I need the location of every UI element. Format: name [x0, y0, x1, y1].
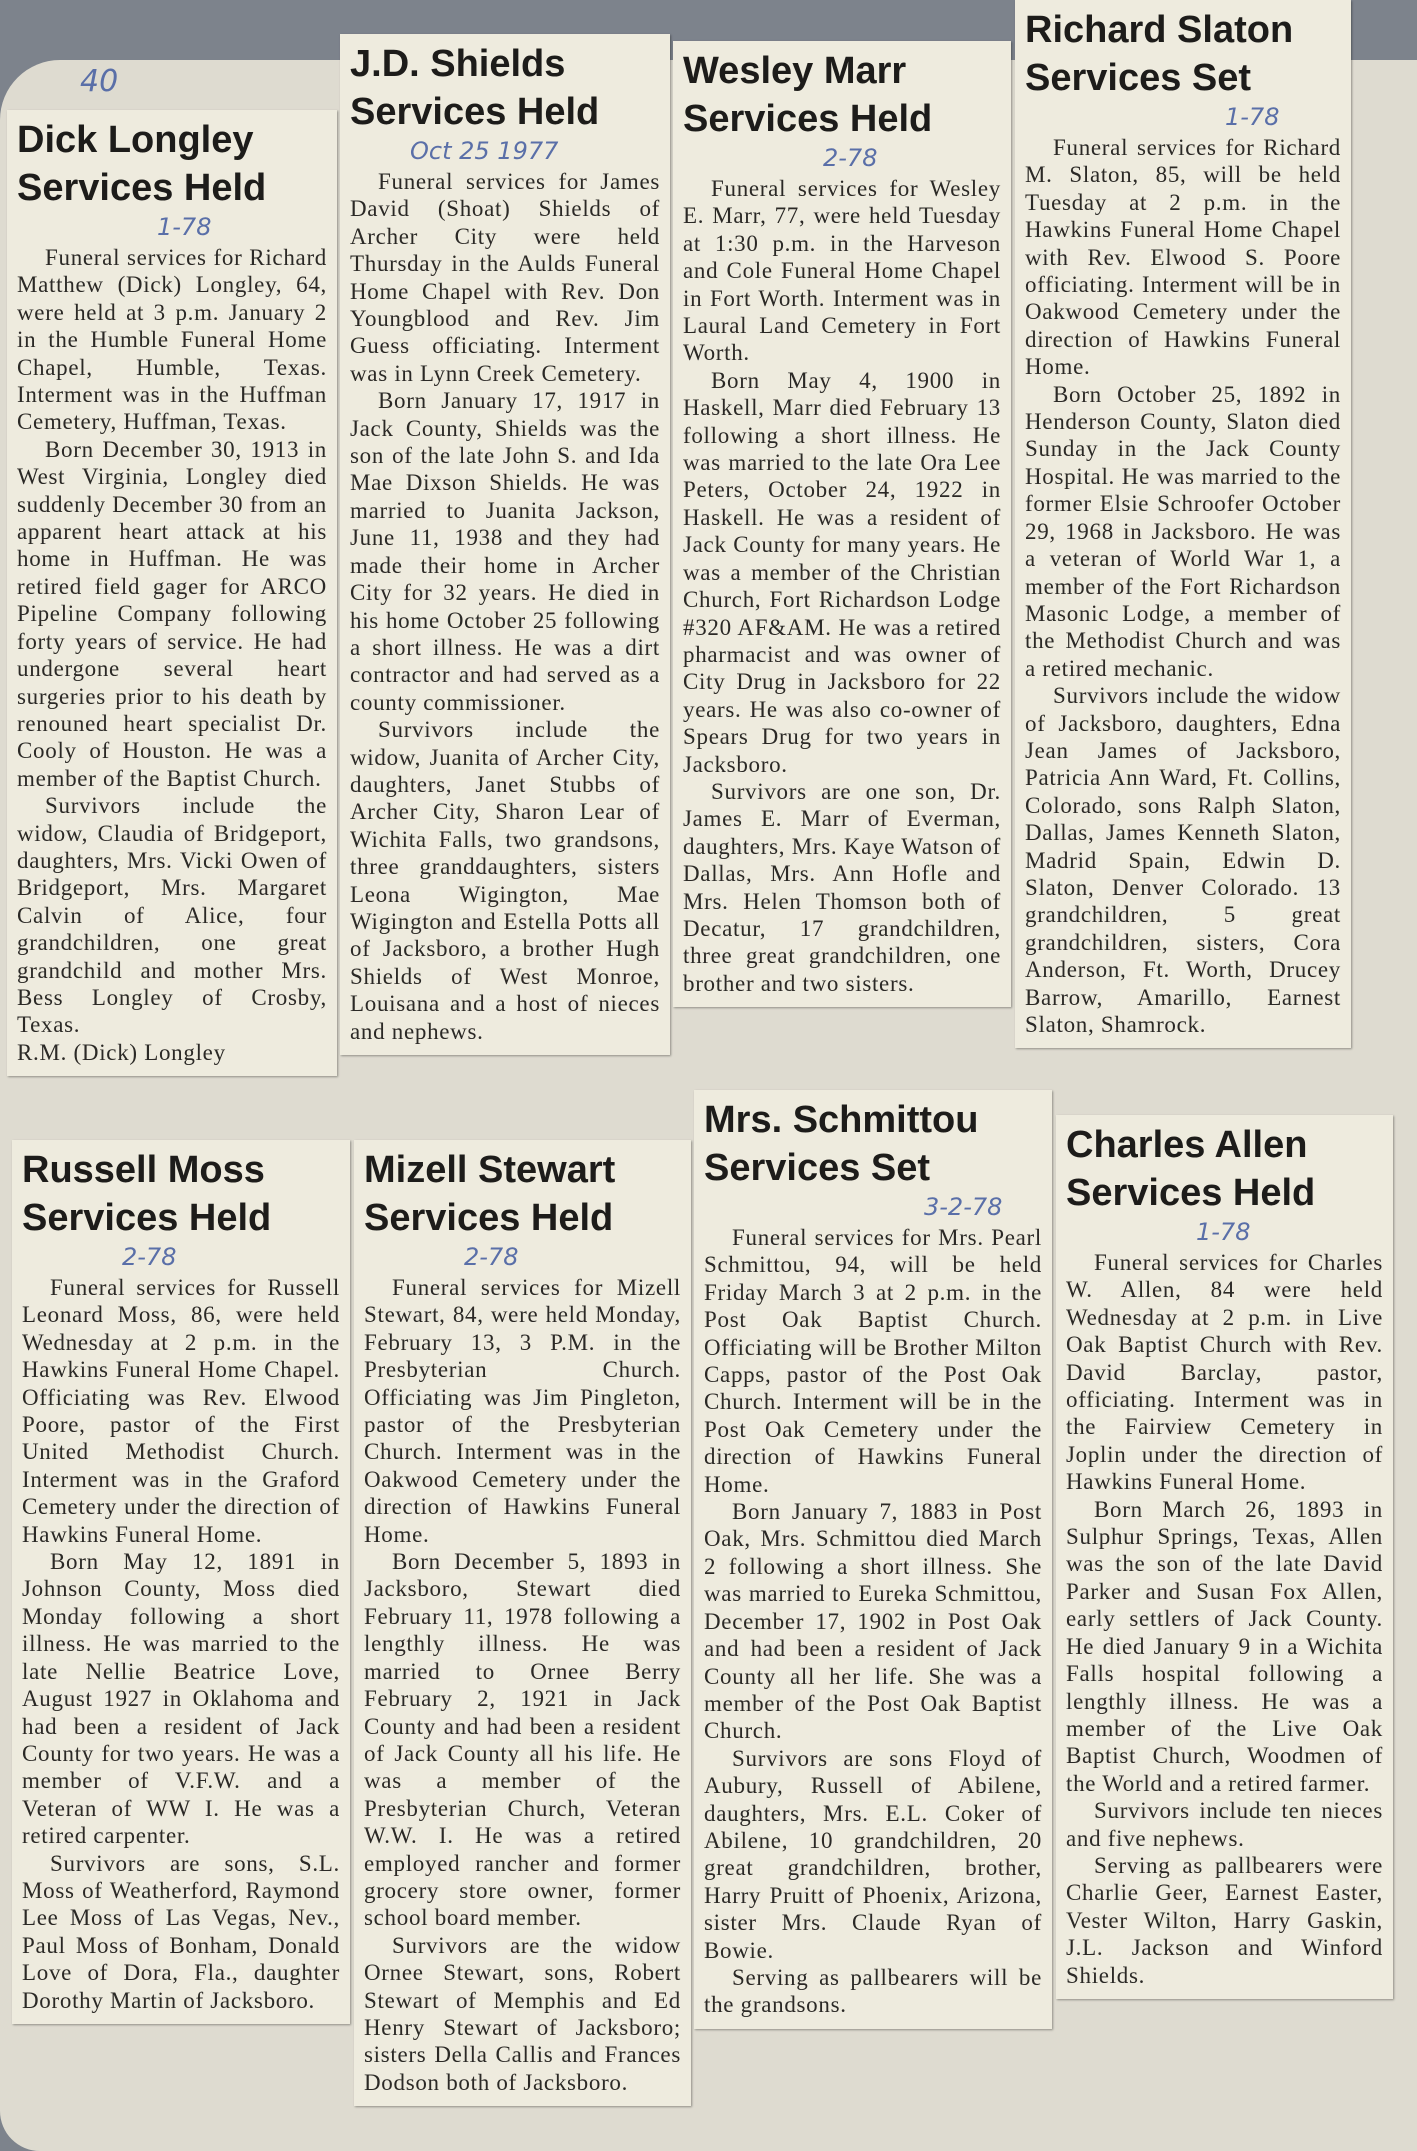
- paragraph: Funeral services for Charles W. Allen, 84 were held Wednesday at 2 p.m. in Live Oak Baptist Church with Rev. David Barclay, pastor, officiating. Interment was in the Fairview Cemetery in Joplin under the direction of Hawkins Funeral Home.: [1066, 1250, 1383, 1495]
- paragraph: Born May 12, 1891 in Johnson County, Moss died Monday following a short illness. He was married to the late Nellie Beatrice Love, August 1927 in Oklahoma and had been a resident of Jack County for two years. He was a member of V.F.W. and a Veteran of WW I. He was a retired carpenter.: [22, 1549, 340, 1849]
- handwritten-date-note: 2-78: [464, 1243, 519, 1271]
- paragraph: Born October 25, 1892 in Henderson County, Slaton died Sunday in the Jack County Hospital. He was married to the former Elsie Schroofer October 29, 1968 in Jacksboro. He was a veteran of World War 1, a member of the Fort Richardson Masonic Lodge, a member of the Methodist Church and was a retired mechanic.: [1025, 381, 1341, 681]
- headline: Dick Longley Services Held: [17, 119, 267, 209]
- handwritten-date-note: 1-78: [1196, 1218, 1251, 1246]
- obituary-clipping-charles-allen: [1056, 1115, 1393, 1999]
- headline: Richard Slaton Services Set: [1025, 9, 1294, 99]
- handwritten-date-note: 2-78: [122, 1243, 177, 1271]
- obituary-clipping-richard-slaton: [1015, 0, 1351, 1048]
- paragraph: Survivors include the widow, Claudia of Bridgeport, daughters, Mrs. Vicki Owen of Bridgeport, Mrs. Margaret Calvin of Alice, four grandchildren, one great grandchild and mother Mrs. Bess Longley of Crosby, Texas.: [17, 793, 327, 1038]
- paragraph: Born December 5, 1893 in Jacksboro, Stewart died February 11, 1978 following a lengthly illness. He was married to Ornee Berry February 2, 1921 in Jack County and had been a resident of Jack County all his life. He was a member of the Presbyterian Church, Veteran W.W. I. He was a retired employed rancher and former grocery store owner, former school board member.: [364, 1549, 681, 1931]
- headline: Mizell Stewart Services Held: [364, 1149, 616, 1239]
- paragraph: Born January 7, 1883 in Post Oak, Mrs. Schmittou died March 2 following a short illness. She was married to Eureka Schmittou, December 17, 1902 in Post Oak and had been a resident of Jack County all her life. She was a member of the Post Oak Baptist Church.: [704, 1499, 1042, 1744]
- paragraph: Born May 4, 1900 in Haskell, Marr died February 13 following a short illness. He was married to the late Ora Lee Peters, October 24, 1922 in Haskell. He was a resident of Jack County for many years. He was a member of the Christian Church, Fort Richardson Lodge #320 AF&AM. He was a retired pharmacist and was owner of City Drug in Jacksboro for 22 years. He was also co-owner of Spears Drug for two years in Jacksboro.: [683, 367, 1001, 777]
- handwritten-date-note: Oct 25 1977: [410, 137, 559, 165]
- paragraph: Survivors include ten nieces and five nephews.: [1066, 1798, 1383, 1851]
- headline: J.D. Shields Services Held: [350, 43, 600, 133]
- paragraph: Funeral services for Wesley E. Marr, 77, were held Tuesday at 1:30 p.m. in the Harveson and Cole Funeral Home Chapel in Fort Worth. Interment was in Laural Land Cemetery in Fort Worth.: [683, 176, 1001, 366]
- headline: Mrs. Schmittou Services Set: [704, 1099, 979, 1189]
- paragraph: Survivors include the widow, Juanita of Archer City, daughters, Janet Stubbs of Archer City, Sharon Lear of Wichita Falls, two grandsons, three granddaughters, sisters Leona Wigington, Mae Wigington and Estella Potts all of Jacksboro, a brother Hugh Shields of West Monroe, Louisana and a host of nieces and nephews.: [350, 717, 660, 1044]
- paragraph: Survivors include the widow of Jacksboro, daughters, Edna Jean James of Jacksboro, Patricia Ann Ward, Ft. Collins, Colorado, sons Ralph Slaton, Dallas, James Kenneth Slaton, Madrid Spain, Edwin D. Slaton, Denver Colorado. 13 grandchildren, 5 great grandchildren, sisters, Cora Anderson, Ft. Worth, Drucey Barrow, Amarillo, Earnest Slaton, Shamrock.: [1025, 683, 1341, 1037]
- paragraph: Funeral services for Mizell Stewart, 84, were held Monday, February 13, 3 P.M. in the Presbyterian Church. Officiating was Jim Pingleton, pastor of the Presbyterian Church. Interment was in the Oakwood Cemetery under the direction of Hawkins Funeral Home.: [364, 1275, 681, 1547]
- headline: Russell Moss Services Held: [22, 1149, 272, 1239]
- paragraph: Survivors are sons Floyd of Aubury, Russell of Abilene, daughters, Mrs. E.L. Coker of Abilene, 10 grandchildren, 20 great grandchildren, brother, Harry Pruitt of Phoenix, Arizona, sister Mrs. Claude Ryan of Bowie.: [704, 1745, 1042, 1963]
- handwritten-date-note: 3-2-78: [924, 1193, 1003, 1221]
- handwritten-date-note: 2-78: [823, 144, 878, 172]
- paragraph: Survivors are one son, Dr. James E. Marr of Everman, daughters, Mrs. Kaye Watson of Dallas, Mrs. Ann Hofle and Mrs. Helen Thomson both of Decatur, 17 grandchildren, three great grandchildren, one brother and two sisters.: [683, 778, 1001, 996]
- headline: Charles Allen Services Held: [1066, 1124, 1316, 1214]
- paragraph: Funeral services for Richard M. Slaton, 85, will be held Tuesday at 2 p.m. in the Hawkins Funeral Home Chapel with Rev. Elwood S. Poore officiating. Interment will be in Oakwood Cemetery under the direction of Hawkins Funeral Home.: [1025, 135, 1341, 380]
- obituary-clipping-wesley-marr: [673, 41, 1011, 1007]
- paragraph: Funeral services for Russell Leonard Moss, 86, were held Wednesday at 2 p.m. in the Hawkins Funeral Home Chapel. Officiating was Rev. Elwood Poore, pastor of the First United Methodist Church. Interment was in the Graford Cemetery under the direction of Hawkins Funeral Home.: [22, 1275, 340, 1547]
- paragraph: Survivors are sons, S.L. Moss of Weatherford, Raymond Lee Moss of Las Vegas, Nev., Paul Moss of Bonham, Donald Love of Dora, Fla., daughter Dorothy Martin of Jacksboro.: [22, 1850, 340, 2013]
- paragraph: Serving as pallbearers will be the grandsons.: [704, 1964, 1042, 2018]
- obituary-clipping-dick-longley: [7, 110, 337, 1076]
- paragraph: Born January 17, 1917 in Jack County, Shields was the son of the late John S. and Ida Mae Dixson Shields. He was married to Juanita Jackson, June 11, 1938 and they had made their home in Archer City for 32 years. He died in his home October 25 following a short illness. He was a dirt contractor and had served as a county commissioner.: [350, 388, 660, 715]
- obituary-clipping-mizell-stewart: [354, 1140, 691, 2106]
- headline: Wesley Marr Services Held: [683, 50, 933, 140]
- paragraph: Born March 26, 1893 in Sulphur Springs, Texas, Allen was the son of the late David Parker and Susan Fox Allen, early settlers of Jack County. He died January 9 in a Wichita Falls hospital following a lengthly illness. He was a member of the Live Oak Baptist Church, Woodmen of the World and a retired farmer.: [1066, 1496, 1383, 1796]
- paragraph: Born December 30, 1913 in West Virginia, Longley died suddenly December 30 from an apparent heart attack at his home in Huffman. He was retired field gager for ARCO Pipeline Company following forty years of service. He had undergone several heart surgeries prior to his death by renouned heart specialist Dr. Cooly of Houston. He was a member of the Baptist Church.: [17, 436, 327, 791]
- obituary-clipping-russell-moss: [12, 1140, 350, 2024]
- handwritten-date-note: 1-78: [157, 213, 212, 241]
- page-number-note: 40: [80, 64, 119, 99]
- paragraph: Funeral services for Richard Matthew (Dick) Longley, 64, were held at 3 p.m. January 2 in the Humble Funeral Home Chapel, Humble, Texas. Interment was in the Huffman Cemetery, Huffman, Texas.: [17, 245, 327, 435]
- paragraph: Survivors are the widow Ornee Stewart, sons, Robert Stewart of Memphis and Ed Henry Stewart of Jacksboro; sisters Della Callis and Frances Dodson both of Jacksboro.: [364, 1932, 681, 2095]
- paragraph: Funeral services for Mrs. Pearl Schmittou, 94, will be held Friday March 3 at 2 p.m. in the Post Oak Baptist Church. Officiating will be Brother Milton Capps, pastor of the Post Oak Church. Interment will be in the Post Oak Cemetery under the direction of Hawkins Funeral Home.: [704, 1225, 1042, 1497]
- obituary-clipping-jd-shields: [340, 34, 670, 1055]
- signature-line: R.M. (Dick) Longley: [17, 1039, 226, 1065]
- paragraph: Serving as pallbearers were Charlie Geer, Earnest Easter, Vester Wilton, Harry Gaskin, J.L. Jackson and Winford Shields.: [1066, 1852, 1383, 1988]
- obituary-clipping-mrs-schmittou: [694, 1090, 1052, 2029]
- paragraph: Funeral services for James David (Shoat) Shields of Archer City were held Thursday in the Aulds Funeral Home Chapel with Rev. Don Youngblood and Rev. Jim Guess officiating. Interment was in Lynn Creek Cemetery.: [350, 169, 660, 386]
- handwritten-date-note: 1-78: [1225, 103, 1280, 131]
